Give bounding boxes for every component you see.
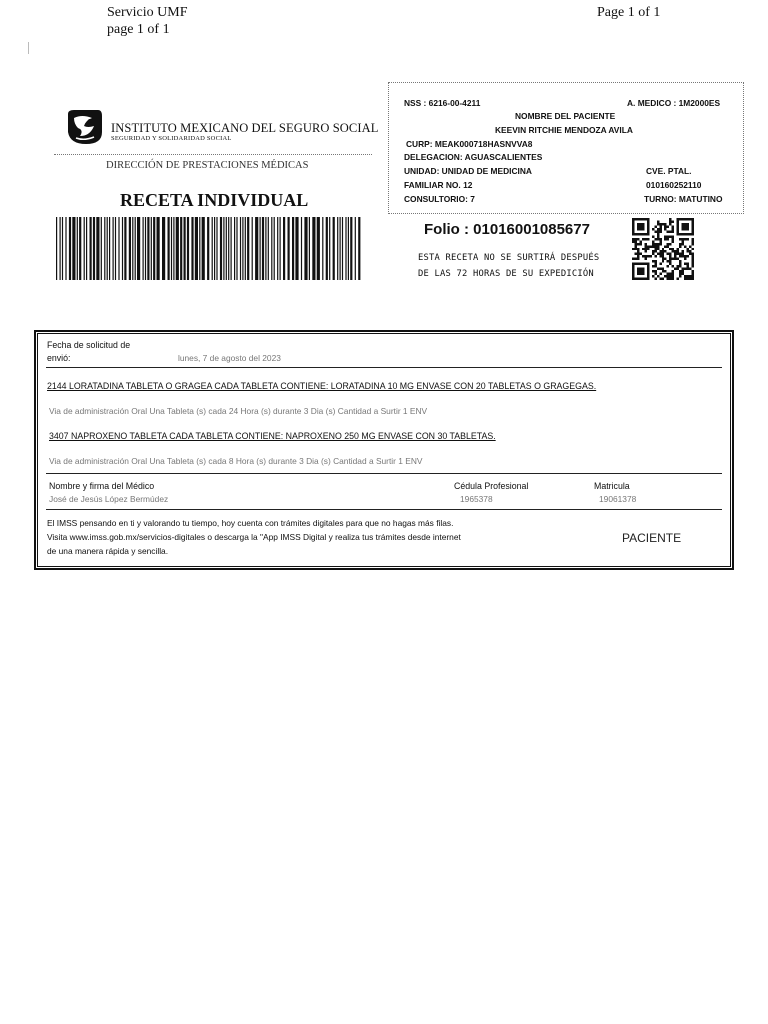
institution-name: INSTITUTO MEXICANO DEL SEGURO SOCIAL bbox=[111, 121, 379, 135]
patient-name: KEEVIN RITCHIE MENDOZA AVILA bbox=[495, 125, 633, 135]
turno: TURNO: MATUTINO bbox=[644, 194, 723, 204]
divider bbox=[46, 367, 722, 368]
medication-2-description: 3407 NAPROXENO TABLETA CADA TABLETA CONTIENE: NAPROXENO 250 MG ENVASE CON 30 TABLETAS. bbox=[49, 431, 496, 441]
folio-number: 01016001085677 bbox=[473, 221, 590, 238]
divider bbox=[46, 509, 722, 510]
fecha-label-1: Fecha de solicitud de bbox=[47, 340, 131, 350]
medication-2-instructions: Via de administración Oral Una Tableta (s) cada 8 Hora (s) durante 3 Dia (s) Cantidad a Surtir 1 ENV bbox=[49, 456, 423, 466]
consultorio: CONSULTORIO: 7 bbox=[404, 194, 475, 204]
print-header-page-right: Page 1 of 1 bbox=[597, 5, 661, 20]
divider bbox=[54, 154, 372, 155]
footer-line-3: de una manera rápida y sencilla. bbox=[47, 546, 169, 556]
qr-code bbox=[630, 218, 696, 280]
cve-ptal: 010160252110 bbox=[646, 180, 702, 190]
imss-eagle-logo-icon bbox=[64, 108, 104, 146]
footer-line-1: El IMSS pensando en ti y valorando tu tiempo, hoy cuenta con trámites digitales para que no hagas más filas. bbox=[47, 518, 454, 528]
folio bbox=[424, 221, 590, 238]
expiry-notice-line2: DE LAS 72 HORAS DE SU EXPEDICIÓN bbox=[418, 269, 594, 279]
fecha-label-2: envió: bbox=[47, 353, 71, 363]
familiar: FAMILIAR NO. 12 bbox=[404, 180, 473, 190]
prescription-box bbox=[34, 330, 734, 570]
medication-1-description: 2144 LORATADINA TABLETA O GRAGEA CADA TABLETA CONTIENE: LORATADINA 10 MG ENVASE CON 20 TABLETAS O GRAGEGAS. bbox=[47, 381, 597, 391]
footer-line-2: Visita www.imss.gob.mx/servicios-digitales o descarga la "App IMSS Digital y realiza tus trámites desde internet bbox=[47, 532, 461, 542]
cve-ptal-label: CVE. PTAL. bbox=[646, 166, 692, 176]
matricula-value: 19061378 bbox=[599, 494, 637, 504]
doctor-label: Nombre y firma del Médico bbox=[49, 481, 155, 491]
print-header-title: Servicio UMF bbox=[107, 5, 188, 20]
fecha-value: lunes, 7 de agosto del 2023 bbox=[178, 353, 281, 363]
institution-tagline: SEGURIDAD Y SOLIDARIDAD SOCIAL bbox=[111, 135, 232, 142]
curp: CURP: MEAK000718HASNVVA8 bbox=[406, 139, 533, 149]
delegacion: DELEGACION: AGUASCALIENTES bbox=[404, 152, 543, 162]
copy-label: PACIENTE bbox=[622, 531, 682, 545]
folio-label: Folio : bbox=[424, 221, 469, 238]
patient-info-box bbox=[388, 82, 744, 214]
document-title: RECETA INDIVIDUAL bbox=[120, 190, 309, 210]
nss: NSS : 6216-00-4211 bbox=[404, 98, 481, 108]
patient-name-label: NOMBRE DEL PACIENTE bbox=[515, 111, 616, 121]
unidad: UNIDAD: UNIDAD DE MEDICINA bbox=[404, 166, 532, 176]
divider bbox=[46, 473, 722, 474]
barcode bbox=[56, 217, 362, 280]
matricula-label: Matricula bbox=[594, 481, 630, 491]
print-header-page-left: page 1 of 1 bbox=[107, 22, 170, 37]
cedula-value: 1965378 bbox=[460, 494, 493, 504]
cedula-label: Cédula Profesional bbox=[454, 481, 529, 491]
margin-tick bbox=[28, 42, 29, 54]
direccion-label: DIRECCIÓN DE PRESTACIONES MÉDICAS bbox=[106, 160, 309, 171]
medication-1-instructions: Via de administración Oral Una Tableta (s) cada 24 Hora (s) durante 3 Dia (s) Cantidad a Surtir 1 ENV bbox=[49, 406, 428, 416]
a-medico: A. MEDICO : 1M2000ES bbox=[627, 98, 721, 108]
doctor-name: José de Jesús López Bermúdez bbox=[49, 494, 169, 504]
expiry-notice-line1: ESTA RECETA NO SE SURTIRÁ DESPUÉS bbox=[418, 253, 600, 263]
